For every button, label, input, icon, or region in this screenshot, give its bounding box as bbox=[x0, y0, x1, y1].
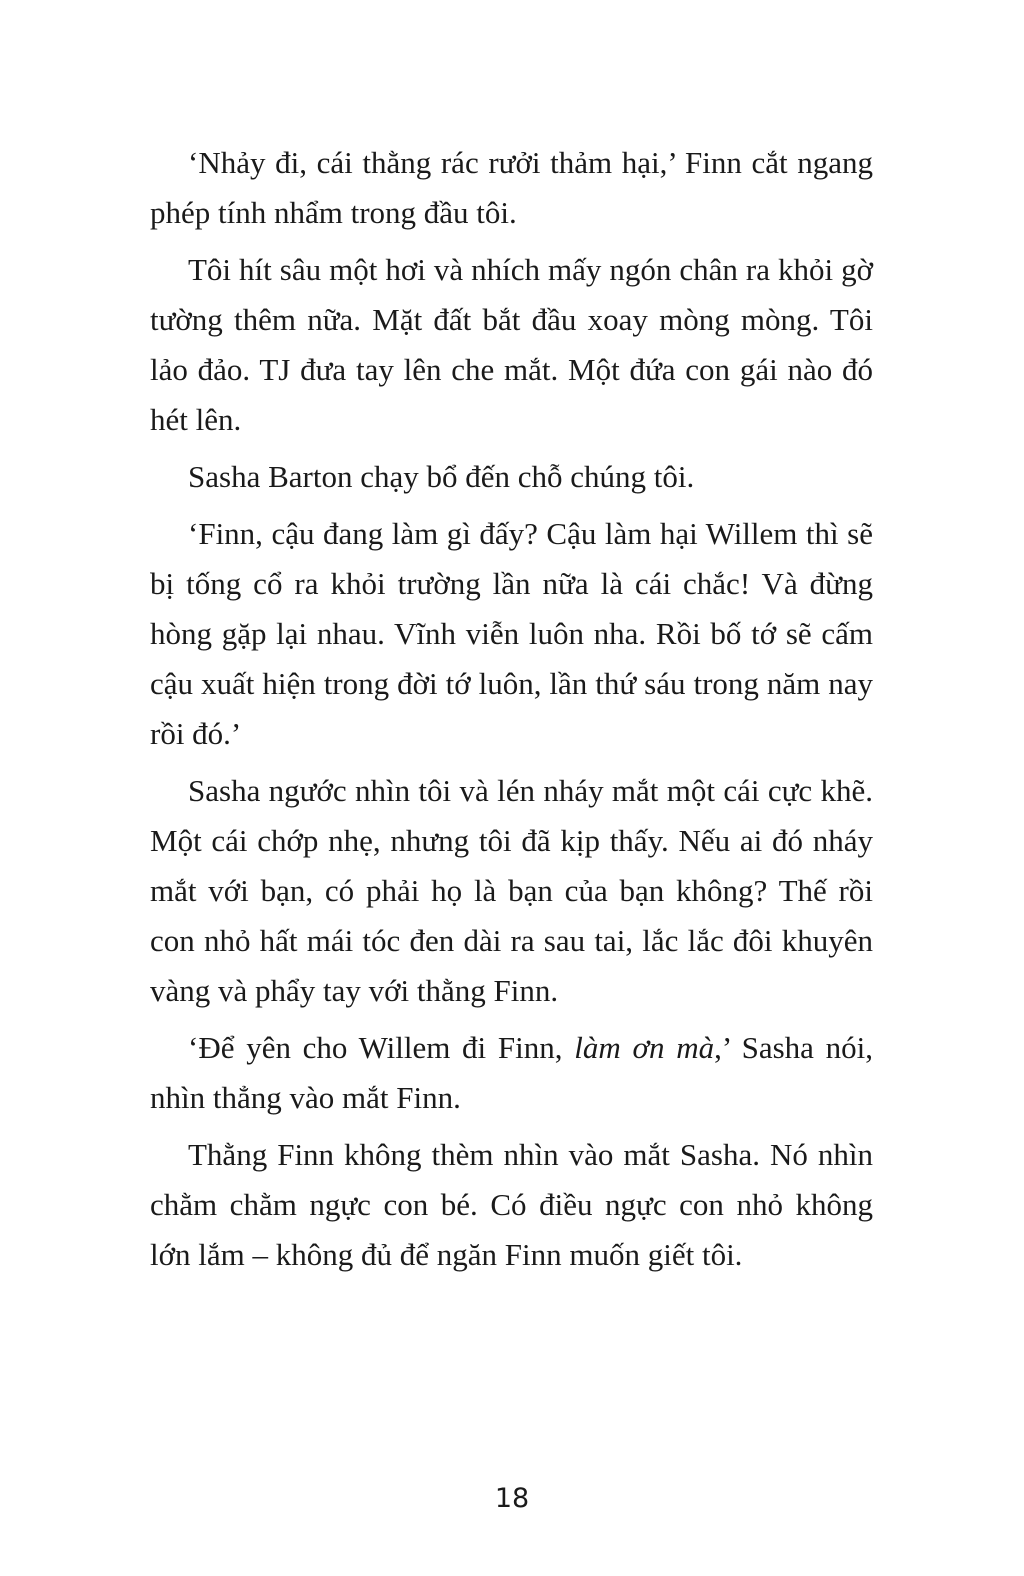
page-number: 18 bbox=[494, 1483, 530, 1514]
text-segment: ‘Finn, cậu đang làm gì đấy? Cậu làm hại Willem thì sẽ bị tống cổ ra khỏi trường lần nữa là cái chắc! Và đừng hòng gặp lại nhau. Vĩnh viễn luôn nha. Rồi bố tớ sẽ cấm cậu xuất hiện trong đời tớ luôn, lần thứ sáu trong năm nay rồi đó.’ bbox=[150, 516, 873, 751]
paragraph bbox=[150, 766, 873, 1016]
text-segment: ,’ Sasha nói, nhìn thẳng vào mắt Finn. bbox=[150, 1030, 874, 1115]
paragraph bbox=[150, 452, 873, 502]
text-segment: Thằng Finn không thèm nhìn vào mắt Sasha. Nó nhìn chằm chằm ngực con bé. Có điều ngực con nhỏ không lớn lắm – không đủ để ngăn Finn muốn giết tôi. bbox=[150, 1137, 873, 1272]
paragraph bbox=[150, 509, 873, 759]
text-segment: ‘Nhảy đi, cái thằng rác rưởi thảm hại,’ Finn cắt ngang phép tính nhẩm trong đầu tôi. bbox=[150, 145, 873, 230]
paragraph bbox=[150, 1023, 873, 1123]
text-segment: ‘Để yên cho Willem đi Finn, bbox=[188, 1030, 575, 1065]
italic-text-segment: làm ơn mà bbox=[574, 1030, 715, 1065]
paragraph bbox=[150, 245, 873, 445]
paragraph bbox=[150, 1130, 873, 1280]
text-segment: Sasha Barton chạy bổ đến chỗ chúng tôi. bbox=[188, 459, 695, 494]
text-segment: Tôi hít sâu một hơi và nhích mấy ngón chân ra khỏi gờ tường thêm nữa. Mặt đất bắt đầu xoay mòng mòng. Tôi lảo đảo. TJ đưa tay lên che mắt. Một đứa con gái nào đó hét lên. bbox=[150, 252, 873, 437]
paragraph bbox=[150, 138, 873, 238]
body-text bbox=[150, 138, 873, 1280]
text-segment: Sasha ngước nhìn tôi và lén nháy mắt một cái cực khẽ. Một cái chớp nhẹ, nhưng tôi đã kịp thấy. Nếu ai đó nháy mắt với bạn, có phải họ là bạn của bạn không? Thế rồi con nhỏ hất mái tóc đen dài ra sau tai, lắc lắc đôi khuyên vàng và phẩy tay với thằng Finn. bbox=[150, 773, 873, 1008]
